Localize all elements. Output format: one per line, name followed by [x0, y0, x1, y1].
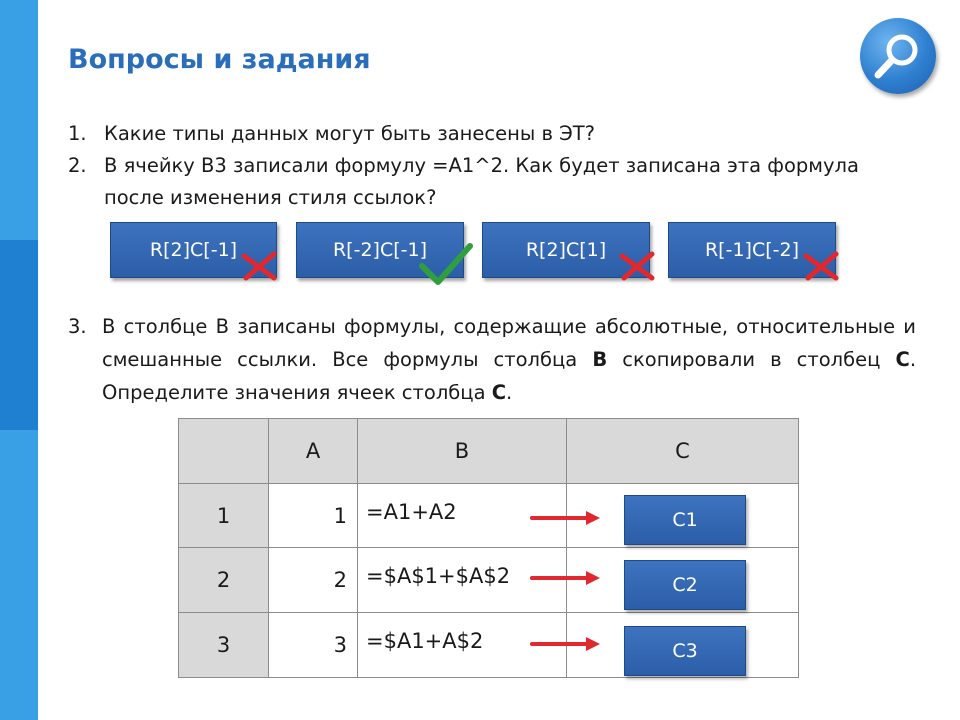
red-arrow-icon	[530, 568, 604, 588]
question-number: 1.	[68, 122, 87, 145]
red-cross-icon	[618, 250, 658, 282]
question-3-text	[102, 310, 916, 409]
left-accent-bar-highlight	[0, 240, 38, 430]
text-fragment: . Определите значения ячеек столбца	[102, 348, 917, 404]
column-header-a: A	[269, 419, 358, 484]
text-bold: С	[895, 348, 910, 371]
text-bold: С	[491, 381, 507, 404]
question-1	[68, 118, 928, 150]
row-header: 2	[179, 548, 269, 613]
table-header-row	[179, 419, 799, 484]
red-arrow-icon	[530, 508, 604, 528]
green-check-icon	[418, 240, 474, 288]
question-text-line-1: В ячейку B3 записали формулу =A1^2. Как будет записана эта формула	[104, 154, 859, 177]
red-cross-icon	[802, 250, 842, 282]
answer-button-c2[interactable]: C2	[624, 560, 746, 610]
page-title: Вопросы и задания	[68, 44, 371, 75]
cell-b-formula: =$A1+A$2	[358, 613, 567, 678]
answer-option-2[interactable]: R[-2]C[-1]	[296, 222, 464, 278]
red-cross-icon	[240, 250, 280, 282]
question-number: 2.	[68, 154, 87, 177]
cell-a: 1	[269, 484, 358, 548]
answer-button-c1[interactable]: C1	[624, 495, 746, 545]
text-bold: В	[592, 348, 608, 371]
cell-a: 2	[269, 548, 358, 613]
answer-option-3[interactable]: R[2]C[1]	[482, 222, 650, 278]
magnifier-icon[interactable]	[860, 18, 936, 94]
answer-option-1[interactable]: R[2]C[-1]	[110, 222, 277, 278]
answer-button-c3[interactable]: C3	[624, 626, 746, 676]
question-number: 3.	[68, 315, 87, 338]
cell-b-formula: =A1+A2	[358, 484, 567, 548]
question-text: Какие типы данных могут быть занесены в ЭТ?	[104, 122, 596, 145]
text-fragment: скопировали в столбец	[607, 348, 896, 371]
corner-cell	[179, 419, 269, 484]
text-fragment: В столбце В записаны формулы, содержащие абсолютные, относительные и смешанные ссылки. Все формулы столбца	[102, 315, 916, 371]
question-2	[68, 150, 928, 214]
cell-b-formula: =$A$1+$A$2	[358, 548, 567, 613]
question-text-line-2: после изменения стиля ссылок?	[104, 186, 437, 209]
row-header: 3	[179, 613, 269, 678]
cell-a: 3	[269, 613, 358, 678]
answer-option-4[interactable]: R[-1]C[-2]	[668, 222, 836, 278]
red-arrow-icon	[530, 634, 604, 654]
column-header-c: C	[567, 419, 799, 484]
column-header-b: B	[358, 419, 567, 484]
text-fragment: .	[506, 381, 513, 404]
row-header: 1	[179, 484, 269, 548]
